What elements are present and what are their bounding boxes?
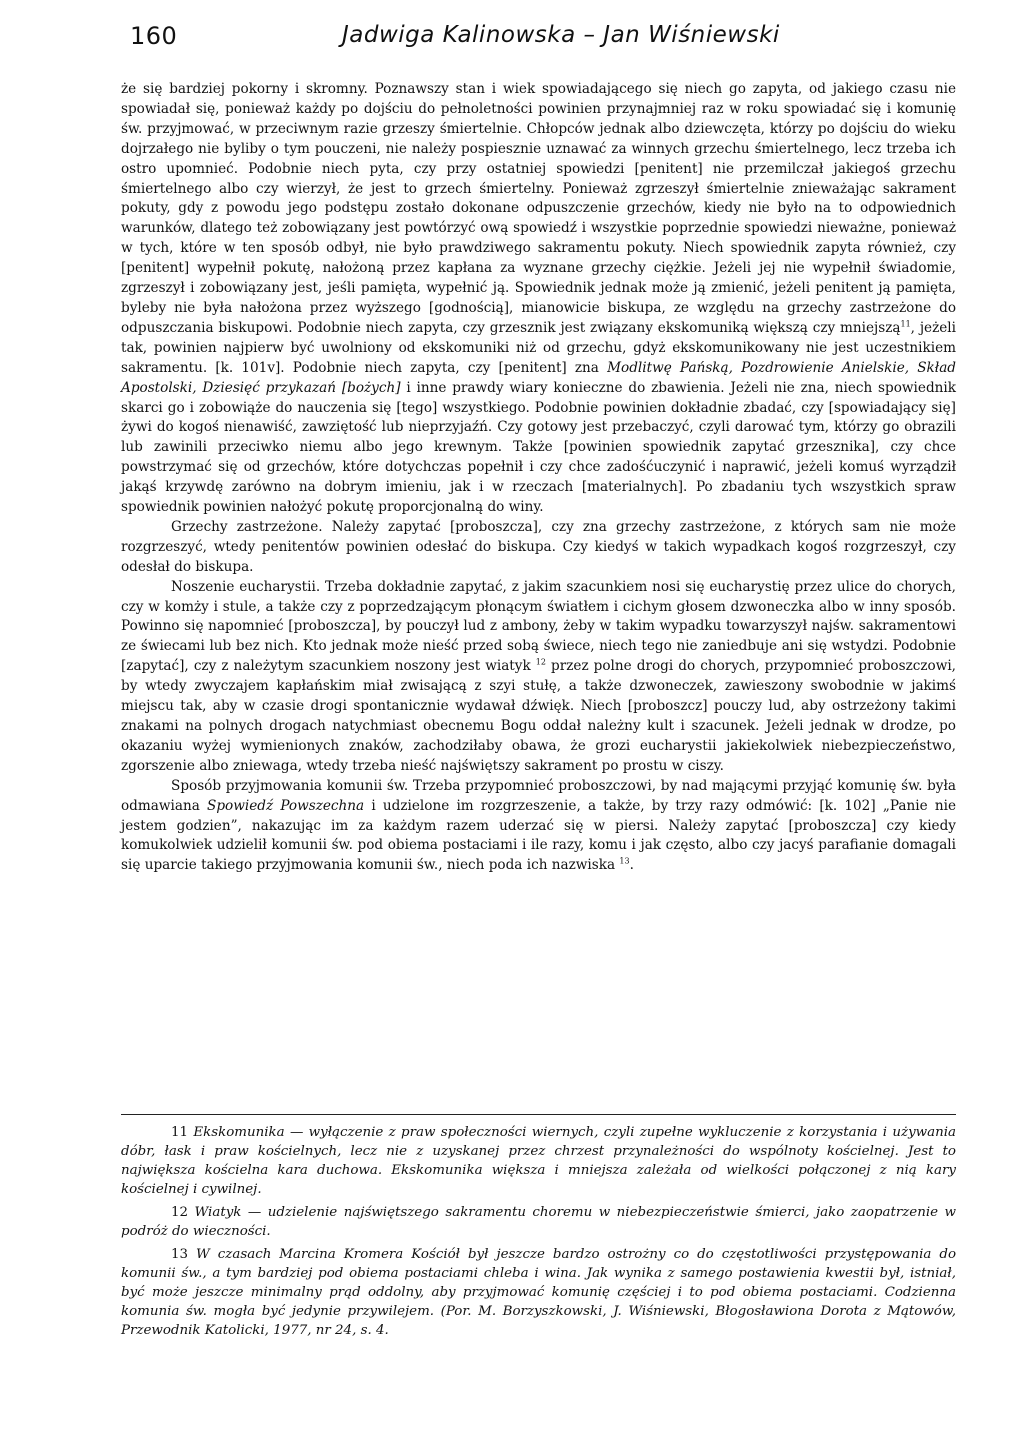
italic-text: Spowiedź Powszechna — [207, 797, 365, 814]
italic-text: Modlitwę Pańską, Pozdrowienie Anielskie, Skład Apostolski, Dziesięć przykazań [bożych] — [121, 359, 957, 396]
paragraph — [121, 777, 956, 877]
footnote-number: 11 — [171, 1125, 189, 1140]
text-run: i inne prawdy wiary konieczne do zbawienia. Jeżeli nie zna, niech spowiednik skarci go i zobowiąże do nauczenia się [tego] wszystkiego. Podobnie powinien dokładnie zbadać, czy [spowiadający się] żywi do kogoś nienawiść, zawziętość lub nieprzyjaźń. Czy gotowy jest przebaczyć, czyli darować tym, którzy go obrazili lub zawinili przeciwko niemu albo jego krewnym. Także [powinien spowiednik zapytać grzesznika], czy chce powstrzymać się od grzechów, które dotychczas popełnił i czy chce zadośćuczynić i naprawić, jeżeli komuś wyrządził jakąś krzywdę zarówno na dobrym imieniu, jak i w rzeczach [materialnych]. Po zbadaniu tych wszystkich spraw spowiednik powinien nałożyć pokutę proporcjonalną do winy. — [121, 379, 956, 516]
text-run: , jeżeli tak, powinien najpierw być uwolniony od ekskomuniki niż od grzechu, gdyż ekskomunikowany nie jest uczestnikiem sakramentu. [k. 101v]. Podobnie niech zapyta, czy [penitent] zna — [121, 319, 956, 376]
footnote-ref: 13 — [619, 856, 630, 866]
footnote-number: 13 — [171, 1247, 189, 1262]
footnotes — [121, 1123, 956, 1344]
running-head: Jadwiga Kalinowska – Jan Wiśniewski — [342, 22, 780, 48]
paragraph — [121, 80, 956, 518]
footnote — [121, 1123, 956, 1199]
main-text — [121, 80, 956, 876]
footnote-text: Wiatyk — udzielenie najświętszego sakramentu choremu w niebezpieczeństwie śmierci, jako zaopatrzenie w podróż do wieczności. — [121, 1205, 956, 1239]
footnote-text: W czasach Marcina Kromera Kościół był jeszcze bardzo ostrożny co do częstotliwości przystępowania do komunii św., a tym bardziej pod obiema postaciami chleba i wina. Jak wynika z samego postawienia kwestii był, istniał, być może jeszcze minimalny prąd oddolny, aby przyjmować komunię częściej i to pod obiema postaciami. Codzienna komunia św. mogła być jedynie przywilejem. (Por. M. Borzyszkowski, J. Wiśniewski, Błogosławiona Dorota z Mątowów, Przewodnik Katolicki, 1977, nr 24, s. 4. — [121, 1247, 956, 1338]
text-run: Noszenie eucharystii. Trzeba dokładnie zapytać, z jakim szacunkiem nosi się eucharystię przez ulice do chorych, czy w komży i stule, a także czy z poprzedzającym płonącym światłem i cichym głosem dzwoneczka albo w inny sposób. Powinno się napomnieć [proboszcza], by pouczył lud z ambony, żeby w takim wypadku towarzyszył najśw. sakramentowi ze świecami lub bez nich. Kto jednak może nieść przed sobą świece, niech tego nie zaniedbuje ani się wstydzi. Podobnie [zapytać], czy z należytym szacunkiem noszony jest wiatyk — [121, 578, 956, 675]
footnote-ref: 12 — [535, 657, 546, 667]
paragraph: Grzechy zastrzeżone. Należy zapytać [proboszcza], czy zna grzechy zastrzeżone, z których sam nie może rozgrzeszyć, wtedy penitentów powinien odesłać do biskupa. Czy kiedyś w takich wypadkach kogoś rozgrzeszył, czy odesłał do biskupa. — [121, 518, 956, 575]
text-run: przez polne drogi do chorych, przypomnieć proboszczowi, by wtedy zwyczajem kapłańskim miał zwisającą z szyi stułę, a także dzwoneczek, zawieszony swobodnie w jakimś miejscu tak, aby w czasie drogi spontanicznie wydawał dźwięk. Niech [proboszcz] pouczy lud, aby ostrzeżony takimi znakami na polnych drogach natychmiast obecnemu Bogu oddał należny kult i szacunek. Jeżeli jednak w drodze, po okazaniu wyżej wymienionych znaków, zachodziłaby obawa, że grozi eucharystii jakiekolwiek niebezpieczeństwo, zgorszenie albo zniewaga, wtedy trzeba nieść najświętszy sakrament po prostu w ciszy. — [121, 658, 956, 774]
footnote-text: Ekskomunika — wyłączenie z praw społeczności wiernych, czyli zupełne wykluczenie z korzystania i używania dóbr, łask i praw kościelnych, lecz nie z uzyskanej przez chrzest przynależności do wspólnoty kościelnej. Jest to największa kościelna kara duchowa. Ekskomunika większa i mniejsza zależała od wielkości połączonej z nią kary kościelnej i cywilnej. — [121, 1125, 956, 1197]
text-run: i udzielone im rozgrzeszenie, a także, by trzy razy odmówić: [k. 102] „Panie nie jestem godzien”, nakazując im za każdym razem uderzać się w piersi. Należy zapytać [proboszcza] czy kiedy komukolwiek udzielił komunii św. pod obiema postaciami i ile razy, komu i jak często, albo czy jacyś parafianie domagali się uparcie takiego przyjmowania komunii św., niech poda ich nazwiska — [121, 797, 957, 874]
footnote — [121, 1203, 956, 1241]
footnote-divider — [121, 1114, 956, 1115]
page-header — [130, 18, 896, 54]
footnote-number: 12 — [171, 1205, 189, 1220]
text-run: Sposób przyjmowania komunii św. Trzeba przypomnieć proboszczowi, by nad mającymi przyjąć komunię św. była odmawiana — [121, 777, 956, 814]
page-number: 160 — [130, 22, 178, 50]
paragraph — [121, 578, 956, 777]
footnote-ref: 11 — [900, 319, 911, 329]
footnote — [121, 1245, 956, 1340]
text-run: . — [629, 857, 634, 874]
text-run: że się bardziej pokorny i skromny. Poznawszy stan i wiek spowiadającego się niech go zapyta, od jakiego czasu nie spowiadał się, ponieważ każdy po dojściu do pełnoletności powinien przynajmniej raz w roku spowiadać się i komunię św. przyjmować, w przeciwnym razie grzeszy śmiertelnie. Chłopców jednak albo dziewczęta, którzy po dojściu do wieku dojrzałego nie byliby o tym pouczeni, nie należy pospiesznie uznawać za winnych grzechu śmiertelnego, lecz trzeba ich ostro upomnieć. Podobnie niech pyta, czy przy ostatniej spowiedzi [penitent] nie przemilczał jakiegoś grzechu śmiertelnego albo czy wierzył, że jest to grzech śmiertelny. Ponieważ zgrzeszył śmiertelnie znieważając sakrament pokuty, gdy z powodu jego podstępu zostało dokonane odpuszczenie grzechów, kiedy nie było na to odpowiednich warunków, dlatego też zobowiązany jest powtórzyć ową spowiedź i wszystkie poprzednie spowiedzi nieważne, ponieważ w tych, które w ten sposób odbył, nie było prawdziwego sakramentu pokuty. Niech spowiednik zapyta również, czy [penitent] wypełnił pokutę, nałożoną przez kapłana za wyznane grzechy ciężkie. Jeżeli jej nie wypełnił świadomie, zgrzeszył i zobowiązany jest, jeśli pamięta, wypełnić ją. Spowiednik jednak może ją zmienić, jeżeli penitent ją pamięta, byleby nie była nałożona przez wyższego [godnością], mianowicie biskupa, ze względu na grzechy zastrzeżone do odpuszczania biskupowi. Podobnie niech zapyta, czy grzesznik jest związany ekskomuniką większą czy mniejszą — [121, 81, 956, 336]
